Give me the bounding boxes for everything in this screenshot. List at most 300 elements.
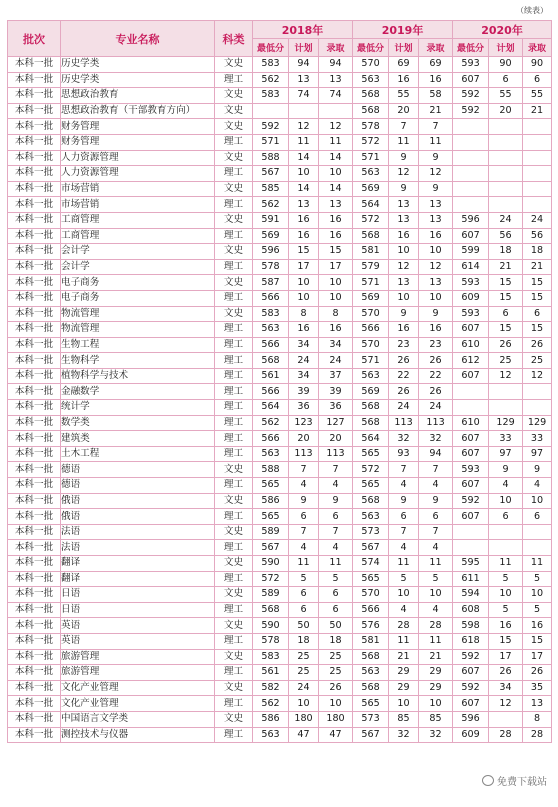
- cell-batch: 本科一批: [8, 727, 61, 743]
- cell-plan-2018: 16: [289, 212, 319, 228]
- cell-plan-2018: 34: [289, 337, 319, 353]
- cell-admitted-2019: 9: [419, 181, 453, 197]
- cell-admitted-2020: 18: [523, 244, 552, 260]
- cell-major: 工商管理: [61, 212, 215, 228]
- cell-plan-2019: 16: [389, 228, 419, 244]
- cell-min-score-2019: 566: [353, 322, 389, 338]
- header-admitted: 录取: [523, 39, 552, 57]
- cell-plan-2019: 23: [389, 337, 419, 353]
- cell-batch: 本科一批: [8, 711, 61, 727]
- cell-admitted-2018: 37: [319, 368, 353, 384]
- cell-plan-2019: 12: [389, 259, 419, 275]
- cell-admitted-2018: 6: [319, 509, 353, 525]
- table-row: [8, 337, 552, 353]
- cell-min-score-2018: 583: [253, 88, 289, 104]
- cell-min-score-2019: 569: [353, 290, 389, 306]
- cell-admitted-2019: 21: [419, 649, 453, 665]
- cell-admitted-2018: 6: [319, 602, 353, 618]
- cell-subject: 文史: [215, 150, 253, 166]
- cell-major: 生物工程: [61, 337, 215, 353]
- cell-min-score-2019: 569: [353, 181, 389, 197]
- cell-plan-2020: 6: [489, 509, 523, 525]
- table-row: [8, 446, 552, 462]
- cell-min-score-2018: 578: [253, 259, 289, 275]
- cell-subject: 文史: [215, 88, 253, 104]
- cell-plan-2018: 16: [289, 322, 319, 338]
- cell-plan-2020: [489, 524, 523, 540]
- cell-plan-2018: 25: [289, 649, 319, 665]
- cell-plan-2019: 9: [389, 493, 419, 509]
- cell-plan-2020: 11: [489, 556, 523, 572]
- cell-batch: 本科一批: [8, 493, 61, 509]
- cell-plan-2018: 6: [289, 602, 319, 618]
- cell-min-score-2019: 568: [353, 649, 389, 665]
- cell-min-score-2018: 561: [253, 368, 289, 384]
- cell-plan-2020: 26: [489, 337, 523, 353]
- cell-subject: 理工: [215, 259, 253, 275]
- cell-subject: 理工: [215, 665, 253, 681]
- cell-plan-2018: 6: [289, 509, 319, 525]
- cell-admitted-2019: 10: [419, 696, 453, 712]
- table-row: [8, 275, 552, 291]
- cell-min-score-2020: 607: [453, 228, 489, 244]
- cell-admitted-2018: 94: [319, 57, 353, 73]
- cell-admitted-2019: 7: [419, 524, 453, 540]
- cell-min-score-2019: 568: [353, 680, 389, 696]
- table-row: [8, 197, 552, 213]
- cell-admitted-2018: 13: [319, 72, 353, 88]
- cell-min-score-2019: 569: [353, 384, 389, 400]
- table-row: [8, 306, 552, 322]
- cell-min-score-2019: 571: [353, 150, 389, 166]
- wechat-icon: [482, 775, 494, 786]
- cell-admitted-2019: 9: [419, 306, 453, 322]
- cell-admitted-2018: 18: [319, 633, 353, 649]
- cell-min-score-2020: [453, 197, 489, 213]
- cell-major: 俄语: [61, 493, 215, 509]
- cell-min-score-2020: 592: [453, 493, 489, 509]
- cell-min-score-2020: 609: [453, 290, 489, 306]
- cell-plan-2018: 20: [289, 431, 319, 447]
- table-row: [8, 259, 552, 275]
- cell-subject: 文史: [215, 212, 253, 228]
- cell-plan-2018: 6: [289, 587, 319, 603]
- table-row: [8, 134, 552, 150]
- table-row: [8, 415, 552, 431]
- cell-admitted-2018: 9: [319, 493, 353, 509]
- cell-min-score-2019: 566: [353, 602, 389, 618]
- table-row: [8, 431, 552, 447]
- table-row: [8, 400, 552, 416]
- cell-admitted-2018: 5: [319, 571, 353, 587]
- cell-min-score-2019: 581: [353, 633, 389, 649]
- cell-plan-2019: 13: [389, 275, 419, 291]
- cell-admitted-2020: 25: [523, 353, 552, 369]
- header-min-score: 最低分: [253, 39, 289, 57]
- table-row: [8, 150, 552, 166]
- cell-batch: 本科一批: [8, 633, 61, 649]
- cell-min-score-2020: 595: [453, 556, 489, 572]
- cell-major: 日语: [61, 587, 215, 603]
- table-row: [8, 322, 552, 338]
- cell-min-score-2020: [453, 181, 489, 197]
- cell-subject: 理工: [215, 696, 253, 712]
- cell-min-score-2018: 585: [253, 181, 289, 197]
- cell-subject: 文史: [215, 587, 253, 603]
- cell-major: 英语: [61, 633, 215, 649]
- cell-admitted-2018: 10: [319, 166, 353, 182]
- cell-plan-2018: 15: [289, 244, 319, 260]
- cell-min-score-2019: 581: [353, 244, 389, 260]
- cell-admitted-2018: 10: [319, 290, 353, 306]
- cell-major: 日语: [61, 602, 215, 618]
- cell-plan-2019: 29: [389, 680, 419, 696]
- cell-admitted-2019: 29: [419, 665, 453, 681]
- cell-batch: 本科一批: [8, 446, 61, 462]
- cell-subject: 文史: [215, 680, 253, 696]
- cell-major: 金融数学: [61, 384, 215, 400]
- cell-batch: 本科一批: [8, 244, 61, 260]
- cell-plan-2020: 15: [489, 633, 523, 649]
- cell-admitted-2020: [523, 384, 552, 400]
- cell-plan-2019: 26: [389, 384, 419, 400]
- cell-min-score-2019: 578: [353, 119, 389, 135]
- cell-admitted-2020: 21: [523, 103, 552, 119]
- cell-plan-2018: 13: [289, 72, 319, 88]
- cell-admitted-2018: 6: [319, 587, 353, 603]
- cell-admitted-2019: 32: [419, 727, 453, 743]
- cell-subject: 理工: [215, 166, 253, 182]
- cell-batch: 本科一批: [8, 415, 61, 431]
- cell-min-score-2018: 562: [253, 197, 289, 213]
- cell-min-score-2018: 578: [253, 633, 289, 649]
- cell-min-score-2019: 567: [353, 540, 389, 556]
- cell-major: 植物科学与技术: [61, 368, 215, 384]
- cell-plan-2020: 4: [489, 478, 523, 494]
- cell-admitted-2020: 24: [523, 212, 552, 228]
- cell-admitted-2019: 16: [419, 72, 453, 88]
- cell-min-score-2020: 599: [453, 244, 489, 260]
- cell-admitted-2020: 26: [523, 337, 552, 353]
- cell-subject: 文史: [215, 306, 253, 322]
- cell-admitted-2020: [523, 166, 552, 182]
- cell-min-score-2020: 607: [453, 696, 489, 712]
- cell-min-score-2019: 573: [353, 524, 389, 540]
- cell-plan-2018: 47: [289, 727, 319, 743]
- cell-plan-2018: 25: [289, 665, 319, 681]
- cell-min-score-2019: 564: [353, 197, 389, 213]
- cell-plan-2020: 10: [489, 493, 523, 509]
- cell-plan-2018: 8: [289, 306, 319, 322]
- cell-min-score-2019: 568: [353, 88, 389, 104]
- cell-plan-2018: 5: [289, 571, 319, 587]
- cell-plan-2018: 17: [289, 259, 319, 275]
- cell-min-score-2019: 565: [353, 571, 389, 587]
- cell-min-score-2018: 566: [253, 431, 289, 447]
- cell-admitted-2020: 97: [523, 446, 552, 462]
- cell-admitted-2018: 26: [319, 680, 353, 696]
- table-row: [8, 228, 552, 244]
- table-row: [8, 103, 552, 119]
- cell-admitted-2020: 6: [523, 306, 552, 322]
- table-row: [8, 72, 552, 88]
- cell-subject: 理工: [215, 384, 253, 400]
- cell-plan-2019: 4: [389, 478, 419, 494]
- cell-min-score-2019: 570: [353, 57, 389, 73]
- cell-min-score-2018: 596: [253, 244, 289, 260]
- cell-min-score-2019: 565: [353, 478, 389, 494]
- table-row: [8, 509, 552, 525]
- cell-admitted-2018: 7: [319, 524, 353, 540]
- cell-admitted-2019: 11: [419, 556, 453, 572]
- table-row: [8, 727, 552, 743]
- cell-plan-2020: [489, 400, 523, 416]
- cell-admitted-2018: 50: [319, 618, 353, 634]
- cell-min-score-2019: 565: [353, 446, 389, 462]
- cell-batch: 本科一批: [8, 306, 61, 322]
- cell-plan-2020: [489, 711, 523, 727]
- cell-min-score-2019: 574: [353, 556, 389, 572]
- table-row: [8, 571, 552, 587]
- cell-min-score-2020: 611: [453, 571, 489, 587]
- cell-min-score-2019: 563: [353, 368, 389, 384]
- cell-subject: 理工: [215, 602, 253, 618]
- cell-min-score-2020: [453, 540, 489, 556]
- cell-plan-2020: [489, 119, 523, 135]
- cell-min-score-2020: 592: [453, 649, 489, 665]
- cell-min-score-2018: 592: [253, 119, 289, 135]
- cell-admitted-2018: 20: [319, 431, 353, 447]
- cell-subject: 理工: [215, 571, 253, 587]
- cell-admitted-2018: 11: [319, 556, 353, 572]
- cell-min-score-2019: 568: [353, 103, 389, 119]
- cell-min-score-2019: 568: [353, 415, 389, 431]
- cell-plan-2020: 20: [489, 103, 523, 119]
- cell-plan-2019: 32: [389, 431, 419, 447]
- cell-major: 旅游管理: [61, 649, 215, 665]
- table-row: [8, 665, 552, 681]
- cell-batch: 本科一批: [8, 353, 61, 369]
- table-row: [8, 556, 552, 572]
- cell-admitted-2020: 4: [523, 478, 552, 494]
- cell-subject: 理工: [215, 322, 253, 338]
- cell-min-score-2018: 583: [253, 649, 289, 665]
- cell-batch: 本科一批: [8, 197, 61, 213]
- cell-admitted-2019: 10: [419, 587, 453, 603]
- cell-admitted-2020: 9: [523, 462, 552, 478]
- table-row: [8, 57, 552, 73]
- cell-major: 人力资源管理: [61, 166, 215, 182]
- cell-plan-2020: [489, 134, 523, 150]
- cell-min-score-2018: 566: [253, 290, 289, 306]
- table-row: [8, 244, 552, 260]
- cell-admitted-2018: 4: [319, 478, 353, 494]
- cell-min-score-2018: 587: [253, 275, 289, 291]
- watermark-text: 免费下载站: [497, 777, 547, 788]
- cell-major: 法语: [61, 540, 215, 556]
- cell-min-score-2020: 593: [453, 57, 489, 73]
- cell-min-score-2018: 586: [253, 711, 289, 727]
- cell-admitted-2020: 11: [523, 556, 552, 572]
- cell-min-score-2018: [253, 103, 289, 119]
- cell-subject: 理工: [215, 134, 253, 150]
- cell-min-score-2020: 610: [453, 415, 489, 431]
- cell-min-score-2020: 609: [453, 727, 489, 743]
- cell-plan-2020: 26: [489, 665, 523, 681]
- cell-plan-2019: 12: [389, 166, 419, 182]
- header-batch: 批次: [8, 21, 61, 57]
- cell-min-score-2019: 572: [353, 462, 389, 478]
- cell-plan-2020: 129: [489, 415, 523, 431]
- cell-min-score-2020: 592: [453, 88, 489, 104]
- cell-batch: 本科一批: [8, 134, 61, 150]
- cell-major: 旅游管理: [61, 665, 215, 681]
- table-row: [8, 680, 552, 696]
- cell-major: 数学类: [61, 415, 215, 431]
- cell-plan-2019: 9: [389, 306, 419, 322]
- cell-admitted-2020: 15: [523, 322, 552, 338]
- cell-major: 文化产业管理: [61, 696, 215, 712]
- cell-admitted-2019: 69: [419, 57, 453, 73]
- cell-subject: 理工: [215, 540, 253, 556]
- table-row: [8, 649, 552, 665]
- header-min-score: 最低分: [453, 39, 489, 57]
- table-row: [8, 602, 552, 618]
- cell-admitted-2019: 26: [419, 384, 453, 400]
- cell-major: 建筑类: [61, 431, 215, 447]
- cell-admitted-2020: 35: [523, 680, 552, 696]
- cell-admitted-2020: [523, 119, 552, 135]
- cell-min-score-2020: [453, 384, 489, 400]
- cell-subject: 文史: [215, 524, 253, 540]
- cell-plan-2018: 18: [289, 633, 319, 649]
- cell-plan-2020: 15: [489, 322, 523, 338]
- cell-min-score-2018: 588: [253, 150, 289, 166]
- cell-min-score-2018: 567: [253, 540, 289, 556]
- cell-min-score-2019: 576: [353, 618, 389, 634]
- cell-plan-2020: 5: [489, 602, 523, 618]
- cell-admitted-2018: 25: [319, 665, 353, 681]
- cell-admitted-2018: 10: [319, 275, 353, 291]
- cell-admitted-2019: 12: [419, 166, 453, 182]
- cell-plan-2020: 55: [489, 88, 523, 104]
- cell-plan-2018: 180: [289, 711, 319, 727]
- cell-min-score-2020: 618: [453, 633, 489, 649]
- cell-min-score-2020: 607: [453, 665, 489, 681]
- cell-admitted-2019: 113: [419, 415, 453, 431]
- cell-min-score-2020: 608: [453, 602, 489, 618]
- cell-admitted-2020: 15: [523, 633, 552, 649]
- cell-min-score-2018: 565: [253, 478, 289, 494]
- cell-subject: 理工: [215, 509, 253, 525]
- cell-min-score-2018: 562: [253, 72, 289, 88]
- cell-major: 生物科学: [61, 353, 215, 369]
- cell-plan-2020: 15: [489, 290, 523, 306]
- cell-min-score-2018: 591: [253, 212, 289, 228]
- cell-admitted-2019: 28: [419, 618, 453, 634]
- cell-admitted-2019: 11: [419, 134, 453, 150]
- cell-admitted-2020: 90: [523, 57, 552, 73]
- cell-admitted-2020: 6: [523, 509, 552, 525]
- cell-admitted-2019: 29: [419, 680, 453, 696]
- cell-subject: 文史: [215, 493, 253, 509]
- cell-min-score-2019: 568: [353, 400, 389, 416]
- cell-admitted-2018: 13: [319, 197, 353, 213]
- cell-min-score-2020: 592: [453, 680, 489, 696]
- cell-plan-2019: 10: [389, 244, 419, 260]
- cell-major: 土木工程: [61, 446, 215, 462]
- cell-major: 思想政治教育: [61, 88, 215, 104]
- cell-plan-2019: 9: [389, 150, 419, 166]
- cell-admitted-2020: [523, 524, 552, 540]
- cell-plan-2018: [289, 103, 319, 119]
- table-row: [8, 212, 552, 228]
- cell-major: 物流管理: [61, 322, 215, 338]
- cell-batch: 本科一批: [8, 368, 61, 384]
- cell-min-score-2020: 593: [453, 462, 489, 478]
- cell-plan-2019: 85: [389, 711, 419, 727]
- cell-plan-2020: 16: [489, 618, 523, 634]
- cell-admitted-2019: 32: [419, 431, 453, 447]
- cell-plan-2020: 33: [489, 431, 523, 447]
- cell-admitted-2020: 13: [523, 696, 552, 712]
- cell-plan-2019: 11: [389, 633, 419, 649]
- cell-major: 人力资源管理: [61, 150, 215, 166]
- cell-admitted-2020: 5: [523, 602, 552, 618]
- cell-admitted-2018: 14: [319, 181, 353, 197]
- cell-plan-2020: 21: [489, 259, 523, 275]
- cell-major: 财务管理: [61, 119, 215, 135]
- cell-subject: 理工: [215, 478, 253, 494]
- cell-min-score-2020: 596: [453, 711, 489, 727]
- cell-admitted-2020: 21: [523, 259, 552, 275]
- table-row: [8, 540, 552, 556]
- cell-admitted-2019: 13: [419, 197, 453, 213]
- cell-subject: 文史: [215, 57, 253, 73]
- cell-batch: 本科一批: [8, 400, 61, 416]
- cell-min-score-2018: 564: [253, 400, 289, 416]
- table-row: [8, 618, 552, 634]
- cell-min-score-2018: 561: [253, 665, 289, 681]
- cell-plan-2020: [489, 384, 523, 400]
- cell-subject: 理工: [215, 400, 253, 416]
- table-row: [8, 290, 552, 306]
- cell-subject: 理工: [215, 415, 253, 431]
- cell-min-score-2018: 563: [253, 727, 289, 743]
- cell-batch: 本科一批: [8, 556, 61, 572]
- cell-subject: 理工: [215, 290, 253, 306]
- cell-min-score-2018: 583: [253, 306, 289, 322]
- cell-plan-2018: 74: [289, 88, 319, 104]
- table-row: [8, 88, 552, 104]
- table-row: [8, 478, 552, 494]
- cell-plan-2019: 26: [389, 353, 419, 369]
- cell-admitted-2020: 17: [523, 649, 552, 665]
- cell-plan-2019: 13: [389, 197, 419, 213]
- cell-subject: 理工: [215, 72, 253, 88]
- cell-min-score-2020: 607: [453, 509, 489, 525]
- cell-plan-2019: 7: [389, 524, 419, 540]
- cell-batch: 本科一批: [8, 72, 61, 88]
- cell-min-score-2019: 572: [353, 134, 389, 150]
- cell-admitted-2020: 33: [523, 431, 552, 447]
- cell-admitted-2018: 25: [319, 649, 353, 665]
- cell-min-score-2019: 563: [353, 665, 389, 681]
- cell-plan-2019: 113: [389, 415, 419, 431]
- cell-admitted-2020: 15: [523, 275, 552, 291]
- cell-plan-2018: 4: [289, 540, 319, 556]
- cell-plan-2019: 6: [389, 509, 419, 525]
